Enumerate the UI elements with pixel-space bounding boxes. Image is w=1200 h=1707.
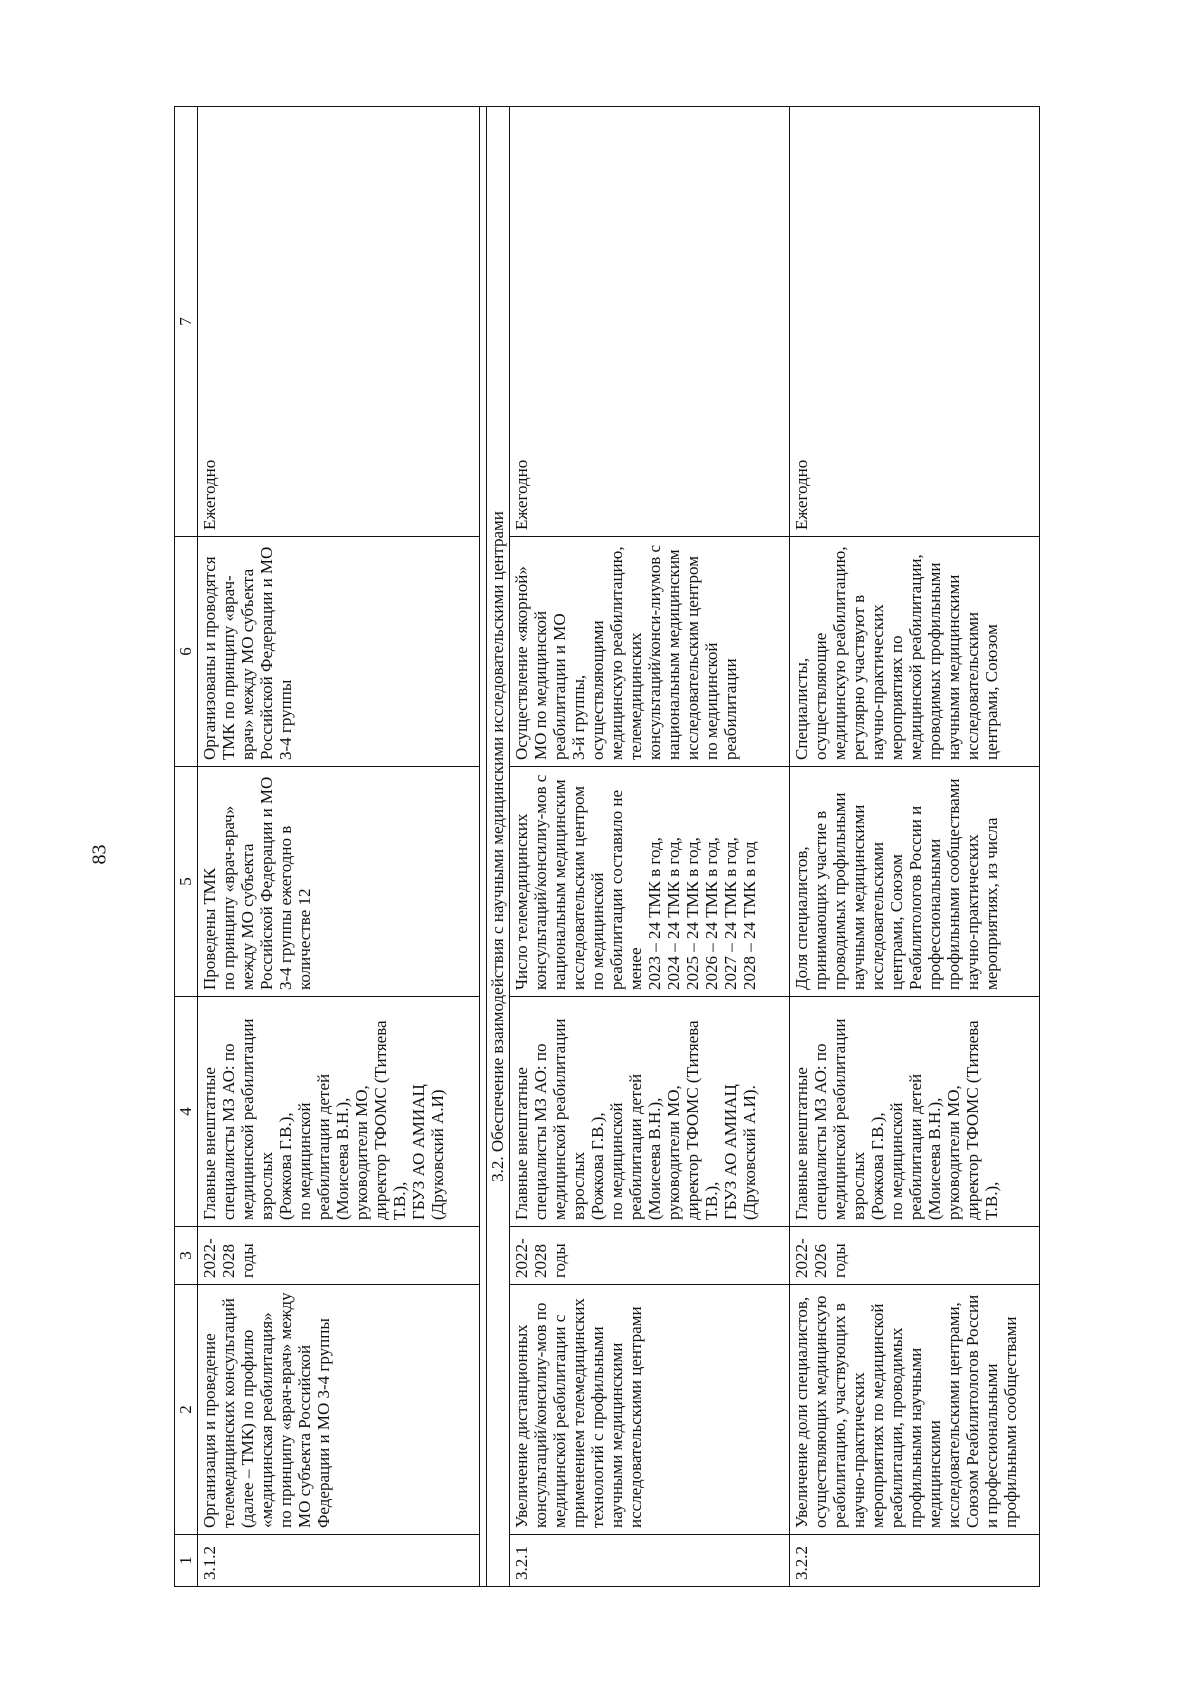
result: Организованы и проводятся ТМК по принципу «врач-врач» между МО субъекта Российской Федерации и МО 3-4 группы xyxy=(198,537,480,767)
deadline: Ежегодно xyxy=(790,107,1040,537)
row-number: 3.2.2 xyxy=(790,1535,1040,1587)
indicator: Доля специалистов, принимающих участие в проводимых профильными научными медицинскими исследовательскими центрами, Союзом Реабилитологов России и профессиональными профильными сообществами научно-практических мероприятиях, из числа xyxy=(790,767,1040,997)
row-number: 3.2.1 xyxy=(510,1535,790,1587)
indicator: Число телемедицинских консультаций/консилиу-мов с национальным медицинским исследовательским центром по медицинской реабилитации составило не менее 2023 – 24 ТМК в год, 2024 – 24 ТМК в год, 2025 – 24 ТМК в год, 2026 – 24 ТМК в год, 2027 – 24 ТМК в год, 2028 – 24 ТМК в год xyxy=(510,767,790,997)
measure-name: Организация и проведение телемедицинских консультаций (далее – ТМК) по профилю «медицинская реабилитация» по принципу «врач-врач» между МО субъекта Российской Федерации и МО 3-4 группы xyxy=(198,1285,480,1535)
col-header-1: 1 xyxy=(175,1535,198,1587)
col-header-3: 3 xyxy=(175,1227,198,1285)
page-number: 83 xyxy=(88,844,111,865)
col-header-4: 4 xyxy=(175,997,198,1227)
deadline: Ежегодно xyxy=(510,107,790,537)
responsible: Главные внештатные специалисты МЗ АО: по медицинской реабилитации взрослых (Рожкова Г.В.), по медицинской реабилитации детей (Моисеева В.Н.), руководители МО, директор ТФОМС (Титяева Т.В.), ГБУЗ АО АМИАЦ (Друковский А.И). xyxy=(510,997,790,1227)
spacer-row xyxy=(480,107,487,1587)
row-number: 3.1.2 xyxy=(198,1535,480,1587)
section-title: 3.2. Обеспечение взаимодействия с научными медицинскими исследовательскими центрами xyxy=(487,107,510,1587)
col-header-5: 5 xyxy=(175,767,198,997)
table-row-3-2-2 xyxy=(790,107,1040,1587)
measure-name: Увеличение дистанционных консультаций/консилиу-мов по медицинской реабилитации с применением телемедицинских технологий с профильными научными медицинскими исследовательскими центрами xyxy=(510,1285,790,1535)
period: 2022- 2028 годы xyxy=(510,1227,790,1285)
header-row xyxy=(175,107,198,1587)
col-header-6: 6 xyxy=(175,537,198,767)
table-row-3-2-1 xyxy=(510,107,790,1587)
result: Специалисты, осуществляющие медицинскую реабилитацию, регулярно участвуют в научно-практических мероприятиях по медицинской реабилитации, проводимых профильными научными медицинскими исследовательскими центрами, Союзом xyxy=(790,537,1040,767)
col-header-7: 7 xyxy=(175,107,198,537)
deadline: Ежегодно xyxy=(198,107,480,537)
spacer-cell xyxy=(480,107,487,1587)
measures-table xyxy=(174,106,1040,1587)
period: 2022- 2026 годы xyxy=(790,1227,1040,1285)
col-header-2: 2 xyxy=(175,1285,198,1535)
responsible: Главные внештатные специалисты МЗ АО: по медицинской реабилитации взрослых (Рожкова Г.В.), по медицинской реабилитации детей (Моисеева В.Н.), руководители МО, директор ТФОМС (Титяева Т.В.), ГБУЗ АО АМИАЦ (Друковский А.И) xyxy=(198,997,480,1227)
table-row-3-1-2 xyxy=(198,107,480,1587)
measure-name: Увеличение доли специалистов, осуществляющих медицинскую реабилитацию, участвующих в научно-практических мероприятиях по медицинской реабилитации, проводимых профильными научными медицинскими исследовательскими центрами, Союзом Реабилитологов России и профессиональными профильными сообществами xyxy=(790,1285,1040,1535)
responsible: Главные внештатные специалисты МЗ АО: по медицинской реабилитации взрослых (Рожкова Г.В.), по медицинской реабилитации детей (Моисеева В.Н.), руководители МО, директор ТФОМС (Титяева Т.В.), xyxy=(790,997,1040,1227)
rotated-page xyxy=(174,107,1074,1587)
rotated-content xyxy=(174,107,1074,1587)
result: Осуществление «якорной» МО по медицинской реабилитации и МО 3-й группы, осуществляющими медицинскую реабилитацию, телемедицинских консультаций/конси-лиумов с национальным медицинским исследовательским центром по медицинской реабилитации xyxy=(510,537,790,767)
indicator: Проведены ТМК по принципу «врач-врач» между МО субъекта Российской Федерации и МО 3-4 группы ежегодно в количестве 12 xyxy=(198,767,480,997)
section-row xyxy=(487,107,510,1587)
period: 2022- 2028 годы xyxy=(198,1227,480,1285)
